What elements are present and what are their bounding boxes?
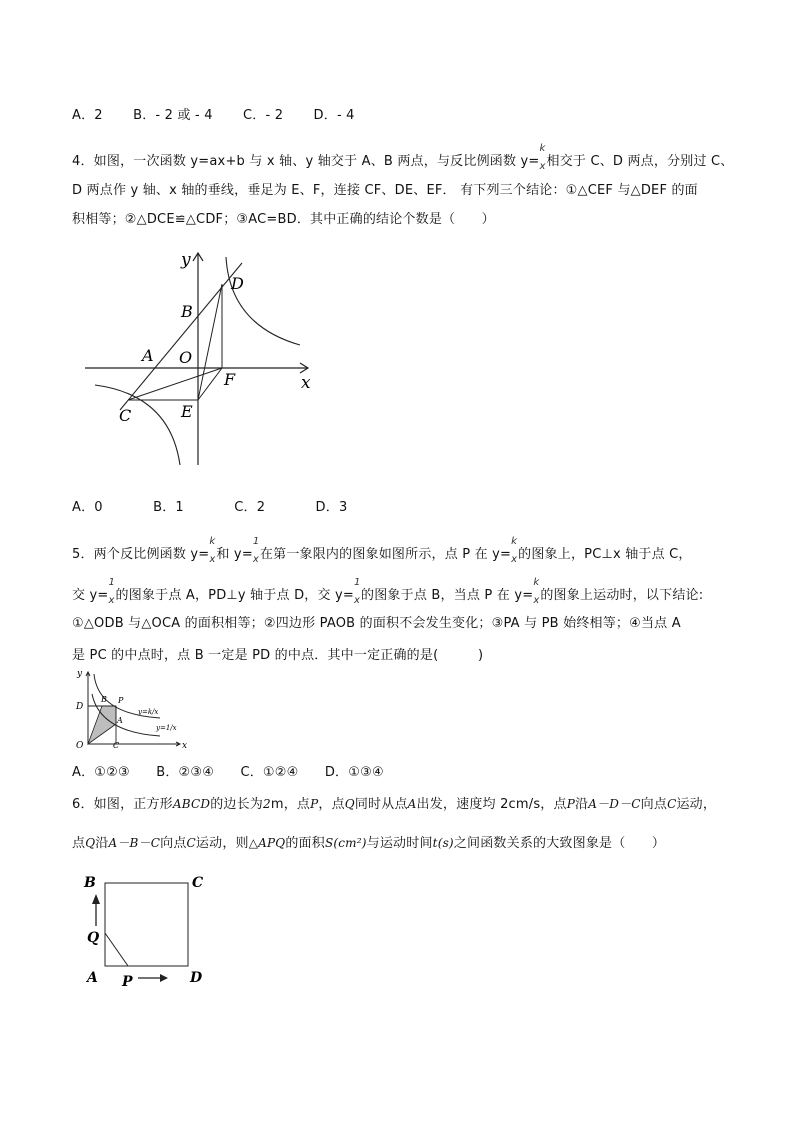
q5-label-b: B [101,695,107,704]
q6-line1 [72,793,716,812]
q4-figure [80,245,320,470]
q4-label-f: F [224,370,236,389]
q4-option-d: D．3 [315,500,348,515]
q6-text-2a: 点 [72,836,86,851]
q5-frac-1-1-den: x [252,554,260,565]
q6-math-p2: P [566,797,575,811]
q6-label-b: B [84,875,96,891]
q5-label-y: y [77,669,83,679]
q4-label-e: E [181,402,193,421]
q4-option-c: C．2 [234,500,266,515]
q6-text-2e: 的面积 [285,836,325,851]
q6-segment-pq [105,933,128,966]
q5-text-2b: 的图象于点 A，PD⊥y 轴于点 D，交 y= [115,588,355,603]
q6-label-a: A [87,970,98,986]
q5-label-p: P [118,696,124,705]
q4-label-o: O [179,348,193,367]
q5-label-a: A [117,716,123,725]
q5-figure [72,666,192,750]
q5-text-1c: 在第一象限内的图象如图所示，点 P 在 y= [259,547,512,562]
q5-frac-1-2-num: 1 [108,577,116,588]
q6-label-d: D [190,970,203,986]
q5-text-2c: 的图象于点 B，当点 P 在 y= [361,588,534,603]
q3-options [72,104,381,123]
q6-math-abcd: ABCD [172,797,211,811]
q3-option-b: B．- 2 或 - 4 [133,108,213,123]
q6-figure [78,866,218,994]
q6-text-1g: 沿 [574,797,589,812]
q5-label-curve-k: y=k/x [138,708,159,716]
q5-text-1a: 5．两个反比例函数 y= [72,547,210,562]
q5-text-2a: 交 y= [72,588,109,603]
q6-label-p: P [122,974,133,990]
q5-frac-1-1-num: 1 [252,536,260,547]
q6-text-1a: 6．如图，正方形 [72,797,173,812]
q6-math-c2: C [186,836,196,850]
q4-option-a: A．0 [72,500,103,515]
q4-label-b: B [181,302,193,321]
q6-square [105,883,188,966]
q5-shaded-pa0b [88,706,116,744]
q5-line4: 是 PC 的中点时，点 B 一定是 PD 的中点．其中一定正确的是( ) [72,648,484,663]
q4-line2: D 两点作 y 轴、x 轴的垂线，垂足为 E、F，连接 CF、DE、EF． 有下列三个结论：①△CEF 与△DEF 的面 [72,183,698,198]
q6-math-2: 2 [263,797,271,811]
q6-arrow-up-icon [92,894,100,904]
q6-text-1e: 同时从点 [354,797,408,812]
q4-options [72,496,347,515]
q6-math-q2: Q [85,836,96,850]
q6-arrow-right-icon [160,974,168,982]
q6-text-1i: 运动， [676,797,717,812]
q5-label-d: D [76,702,84,712]
q6-math-p: P [310,797,319,811]
q4-frac-num: k [539,143,546,154]
q6-text-2g: 之间函数关系的大致图象是（ ） [453,836,666,851]
q4-text-1b: 相交于 C、D 两点，分别过 C、 [546,154,734,169]
q5-frac-k-2-den: x [511,554,518,565]
q6-text-2c: 向点 [160,836,187,851]
q6-math-tri: △APQ [248,836,286,850]
q5-text-2d: 的图象上运动时，以下结论: [540,588,704,603]
q5-label-c: C [113,741,120,750]
q3-option-c: C．- 2 [243,108,284,123]
q5-option-d: D．①③④ [324,765,384,780]
q5-frac-k-1-num: k [209,536,216,547]
q6-label-c: C [192,875,204,891]
q5-frac-k-3-den: x [533,595,540,606]
q5-label-x: x [182,741,188,750]
q6-line2 [72,832,665,851]
q6-label-q: Q [87,930,100,946]
q6-math-c: C [667,797,677,811]
q5-line2 [72,577,704,606]
q5-option-a: A．①②③ [72,765,130,780]
q5-frac-1-2-den: x [108,595,115,606]
q6-math-time: t(s) [432,836,454,850]
q5-frac-k-3-num: k [533,577,540,588]
q6-text-1c: m，点 [270,797,311,812]
q4-frac-den: x [539,161,546,172]
q5-label-o: O [76,741,84,750]
q5-option-c: C．①②④ [240,765,299,780]
q5-option-b: B．②③④ [156,765,215,780]
q6-math-q: Q [344,797,355,811]
q5-line3: ①△ODB 与△OCA 的面积相等；②四边形 PAOB 的面积不会发生变化；③PA 与 PB 始终相等；④当点 A [72,616,681,631]
q4-label-y: y [181,250,191,270]
q5-line1 [72,536,692,565]
q5-label-curve-1: y=1/x [156,724,177,732]
q5-options [72,761,384,780]
q4-text-1a: 4．如图，一次函数 y=ax+b 与 x 轴、y 轴交于 A、B 两点，与反比例函数 y= [72,154,540,169]
q5-text-1b: 和 y= [216,547,253,562]
q4-label-a: A [142,346,154,365]
q6-text-1d: ，点 [318,797,345,812]
q3-option-a: A．2 [72,108,103,123]
q6-math-abc: A－B－C [108,836,161,850]
q4-line1 [72,143,734,172]
q6-text-2b: 沿 [95,836,109,851]
q4-line3: 积相等；②△DCE≌△CDF；③AC=BD．其中正确的结论个数是（ ） [72,212,495,227]
q6-text-1b: 的边长为 [210,797,263,812]
q5-frac-k-1-den: x [209,554,216,565]
q6-text-1f: 出发，速度均 2cm/s，点 [416,797,567,812]
q4-option-b: B．1 [153,500,184,515]
q6-text-2f: 与运动时间 [366,836,433,851]
q4-label-c: C [119,406,132,425]
q4-curve-right [226,257,300,345]
q5-frac-1-3-den: x [354,595,361,606]
q3-option-d: D．- 4 [313,108,355,123]
q6-math-area: S(cm²) [324,836,367,850]
q6-text-1h: 向点 [640,797,668,812]
q6-text-2d: 运动，则 [195,836,249,851]
q4-label-d: D [231,274,244,293]
q5-frac-k-2-num: k [511,536,518,547]
q6-math-adc: A－D－C [588,797,641,811]
q6-math-a: A [407,797,417,811]
q5-frac-1-3-num: 1 [354,577,361,588]
q4-label-x: x [301,373,311,393]
q5-text-1d: 的图象上，PC⊥x 轴于点 C， [518,547,692,562]
